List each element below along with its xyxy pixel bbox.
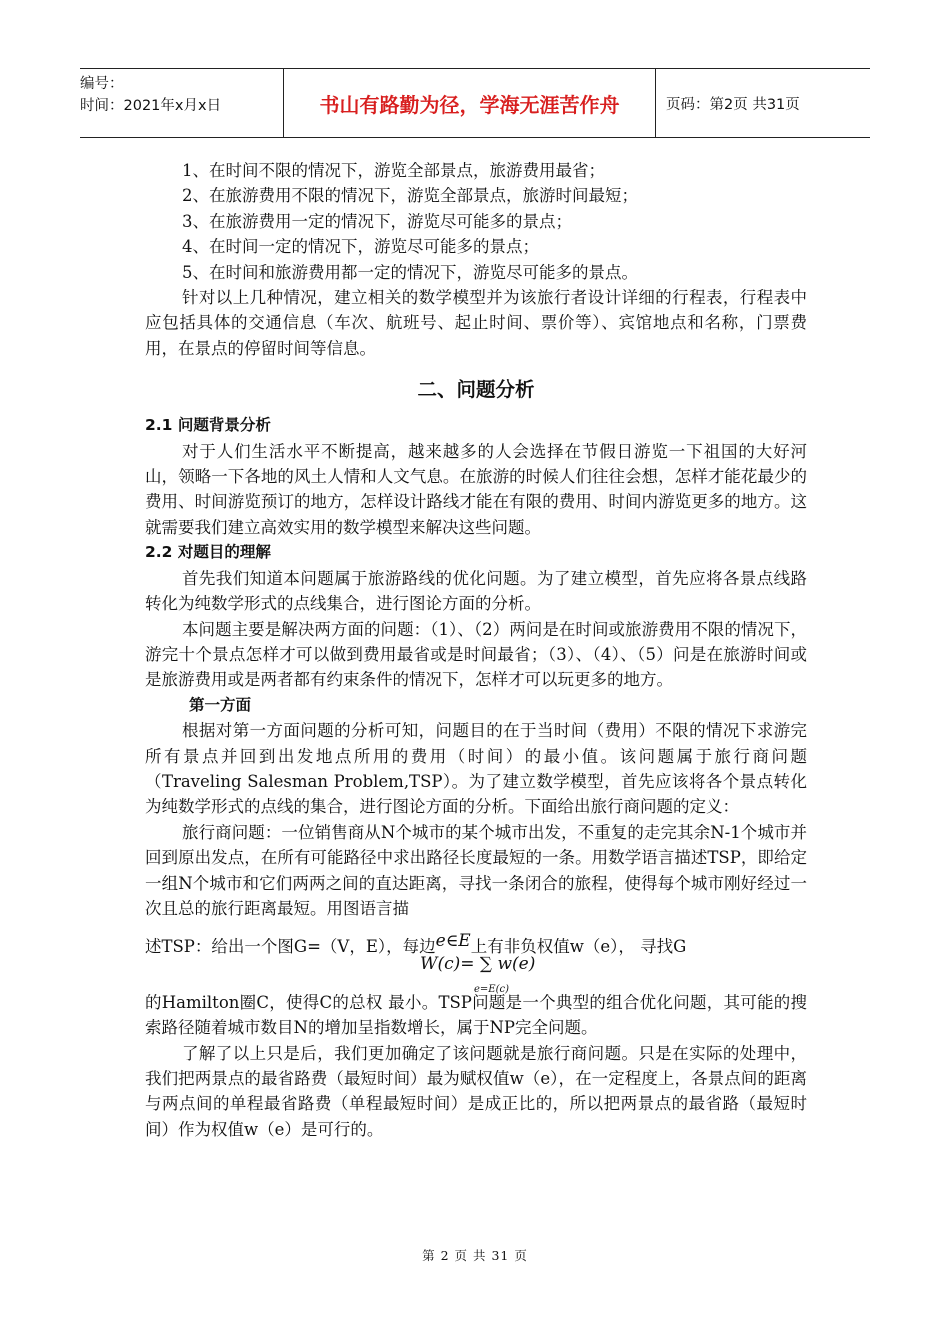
paragraph: 的Hamilton圈C，使得C的总权 最小。TSP问题是一个典型的组合优化问题，其可能的搜索路径随着城市数目N的增加呈指数增长，属于NP完全问题。 — [145, 992, 807, 1038]
paragraph: 本问题主要是解决两方面的问题：（1）、（2）两问是在时间或旅游费用不限的情况下，游完十个景点怎样才可以做到费用最省或是时间最省；（3）、（4）、（5）问是在旅游时间或是旅游费用或是两者都有约束条件的情况下，怎样才可以玩更多的地方。 — [145, 619, 807, 690]
paragraph: 了解了以上只是后，我们更加确定了该问题就是旅行商问题。只是在实际的处理中，我们把两景点的最省路费（最短时间）最为赋权值w（e），在一定程度上，各景点间的距离与两点间的单程最省路费（单程最短时间）是成正比的，所以把两景点的最省路（最短时间）作为权值w（e）是可行的。 — [145, 1043, 807, 1139]
subsection-heading: 2.1 问题背景分析 — [145, 416, 271, 435]
text-fragment: 述TSP：给出一个图G=（V，E），每边 — [145, 937, 436, 957]
paragraph: 对于人们生活水平不断提高，越来越多的人会选择在节假日游览一下祖国的大好河山，领略一下各地的风土人情和人文气息。在旅游的时候人们往往会想，怎样才能花最少的费用、时间游览预订的地方，怎样设计路线才能在有限的费用、时间内游览更多的地方。这就需要我们建立高效实用的数学模型来解决这些问题。 — [145, 441, 807, 537]
paragraph: 根据对第一方面问题的分析可知，问题目的在于当时间（费用）不限的情况下求游完所有景点并回到出发地点所用的费用（时间）的最小值。该问题属于旅行商问题（Traveling Salesman Problem,TSP）。为了建立数学模型，首先应该将各个景点转化为纯数学形式的点线的集合，进行图论方面的分析。下面给出旅行商问题的定义： — [145, 721, 807, 817]
time-label: 时间：2021年x月x日 — [80, 98, 222, 114]
page-header — [80, 68, 870, 138]
header-motto-cell — [283, 69, 656, 137]
list-item: 4、在时间一定的情况下，游览尽可能多的景点； — [182, 237, 539, 257]
paragraph: 旅行商问题：一位销售商从N个城市的某个城市出发，不重复的走完其余N-1个城市并回到原出发点，在所有可能路径中求出路径长度最短的一条。用数学语言描述TSP，即给定一组N个城市和它们两两之间的直达距离，寻找一条闭合的旅程，使得每个城市刚好经过一次且总的旅行距离最短。用图语言描 — [145, 822, 807, 918]
list-item: 2、在旅游费用不限的情况下，游览全部景点，旅游时间最短； — [182, 186, 638, 206]
math-edge-in-set: e∈E — [435, 931, 471, 952]
text-fragment: 上有非负权值w（e）， 寻找G — [470, 937, 687, 957]
code-label: 编号： — [80, 76, 124, 92]
list-item: 5、在时间和旅游费用都一定的情况下，游览尽可能多的景点。 — [182, 262, 638, 282]
formula-line — [145, 953, 807, 1004]
total-weight-formula — [420, 953, 536, 995]
intro-paragraph: 针对以上几种情况，建立相关的数学模型并为该旅行者设计详细的行程表，行程表中应包括具体的交通信息（车次、航班号、起止时间、票价等）、宾馆地点和名称，门票费用，在景点的停留时间等信息。 — [145, 288, 807, 358]
document-body — [145, 158, 807, 1142]
header-meta — [80, 69, 283, 137]
paragraph: 首先我们知道本问题属于旅游路线的优化问题。为了建立模型，首先应将各景点线路转化为纯数学形式的点线集合，进行图论方面的分析。 — [145, 568, 807, 614]
list-item: 3、在旅游费用一定的情况下，游览尽可能多的景点； — [182, 211, 572, 231]
motto: 书山有路勤为径，学海无涯苦作舟 — [319, 92, 620, 117]
section-title: 二、问题分析 — [417, 378, 535, 402]
subsection-heading: 2.2 对题目的理解 — [145, 543, 271, 562]
aspect-heading: 第一方面 — [189, 695, 252, 714]
header-page-info: 页码：第2页 共31页 — [666, 96, 800, 113]
formula-text: W(c)= ∑ w(e) — [420, 953, 536, 974]
list-item: 1、在时间不限的情况下，游览全部景点，旅游费用最省； — [182, 161, 605, 180]
formula-subscript: e=E(c) — [474, 983, 509, 995]
page-footer: 第 2 页 共 31 页 — [422, 1248, 528, 1263]
